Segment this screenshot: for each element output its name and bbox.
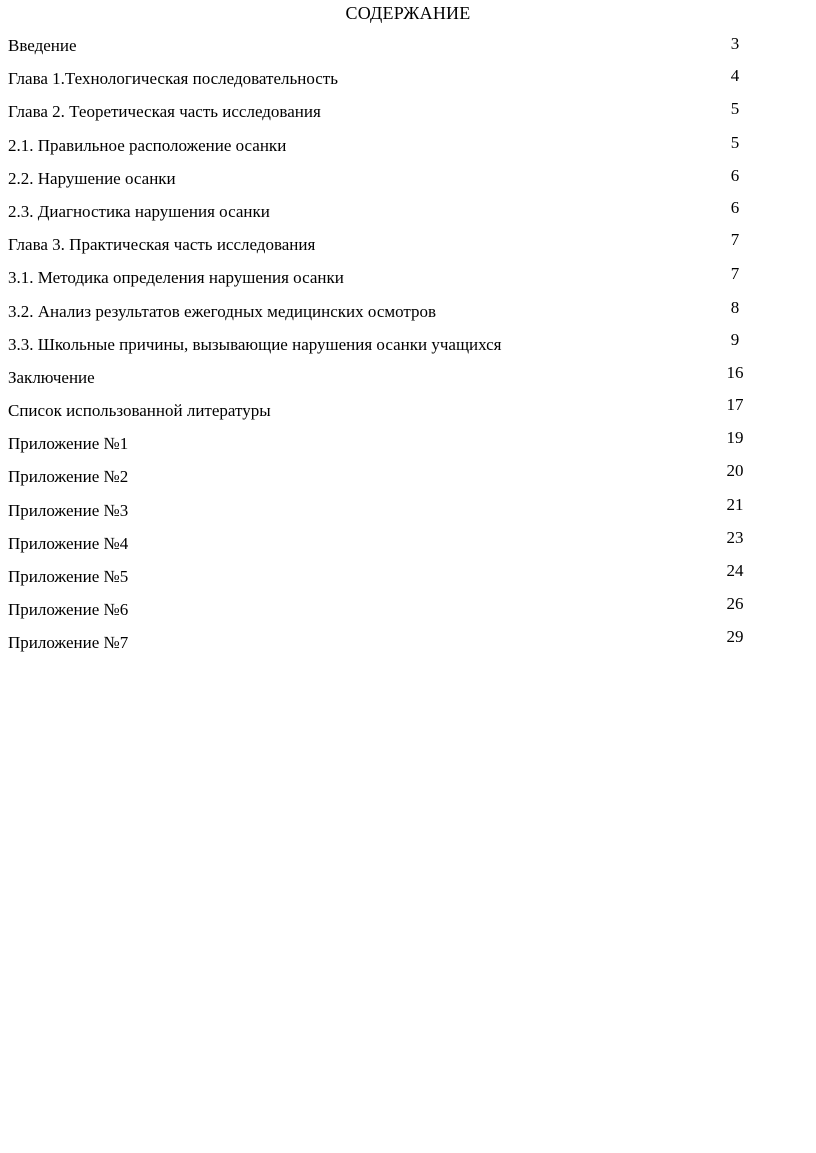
toc-entry-label: Заключение bbox=[8, 367, 95, 387]
toc-entry bbox=[0, 629, 816, 662]
toc-entry bbox=[0, 563, 816, 596]
toc-entry-page: 21 bbox=[726, 494, 744, 514]
toc-entry bbox=[0, 527, 816, 563]
toc-entry-page: 7 bbox=[730, 230, 740, 250]
toc-entry-label: Приложение №4 bbox=[8, 533, 129, 553]
toc-entry-page: 6 bbox=[730, 197, 740, 217]
toc-entry bbox=[0, 198, 816, 231]
toc-entry bbox=[0, 231, 816, 264]
toc-entry-page: 7 bbox=[730, 264, 740, 284]
toc-entry-page: 3 bbox=[730, 34, 740, 53]
toc-entry-page: 17 bbox=[726, 395, 744, 415]
table-of-contents bbox=[0, 32, 816, 663]
toc-entry-label: 2.3. Диагностика нарушения осанки bbox=[8, 201, 270, 221]
toc-entry bbox=[0, 32, 816, 65]
page-title: СОДЕРЖАНИЕ bbox=[345, 3, 471, 23]
toc-entry-label: Приложение №3 bbox=[8, 500, 129, 520]
toc-entry-label: Глава 3. Практическая часть исследования bbox=[8, 235, 316, 255]
toc-entry-page: 9 bbox=[730, 329, 740, 349]
toc-entry bbox=[0, 494, 816, 530]
toc-entry-page: 5 bbox=[730, 99, 740, 119]
toc-entry-label: 2.1. Правильное расположение осанки bbox=[8, 135, 287, 155]
toc-entry bbox=[0, 98, 816, 131]
toc-entry-label: 2.2. Нарушение осанки bbox=[8, 168, 176, 188]
toc-entry-label: 3.1. Методика определения нарушения осанки bbox=[8, 268, 344, 288]
toc-entry-label: Приложение №5 bbox=[8, 567, 129, 586]
toc-entry-page: 24 bbox=[726, 561, 744, 580]
toc-entry-page: 26 bbox=[726, 594, 744, 614]
toc-entry-label: Глава 2. Теоретическая часть исследования bbox=[8, 102, 321, 122]
toc-entry-label: Глава 1.Технологическая последовательность bbox=[8, 69, 338, 89]
toc-entry bbox=[0, 364, 816, 397]
toc-entry-page: 19 bbox=[726, 428, 744, 448]
toc-entry-page: 29 bbox=[726, 627, 744, 647]
toc-entry-label: Приложение №1 bbox=[8, 434, 129, 454]
toc-entry bbox=[0, 132, 816, 165]
toc-entry bbox=[0, 65, 816, 98]
toc-entry-page: 8 bbox=[730, 297, 740, 317]
toc-entry bbox=[0, 165, 816, 198]
toc-entry bbox=[0, 331, 816, 364]
toc-entry-label: Приложение №6 bbox=[8, 600, 129, 620]
toc-entry-label: Приложение №2 bbox=[8, 467, 129, 487]
toc-entry bbox=[0, 264, 816, 297]
toc-entry-page: 6 bbox=[730, 165, 740, 185]
toc-entry-label: Приложение №7 bbox=[8, 633, 129, 653]
toc-entry-page: 20 bbox=[726, 461, 744, 481]
toc-entry-page: 5 bbox=[730, 132, 740, 152]
toc-entry-page: 4 bbox=[730, 66, 740, 86]
toc-entry-page: 23 bbox=[726, 527, 744, 547]
toc-entry bbox=[0, 596, 816, 629]
toc-entry bbox=[0, 463, 816, 496]
toc-entry-page: 16 bbox=[726, 362, 744, 382]
toc-entry-label: 3.2. Анализ результатов ежегодных медицинских осмотров bbox=[8, 301, 437, 321]
toc-entry-label: Введение bbox=[8, 36, 77, 55]
toc-entry bbox=[0, 430, 816, 463]
toc-entry bbox=[0, 397, 816, 430]
toc-entry-label: Список использованной литературы bbox=[8, 401, 271, 421]
toc-entry-label: 3.3. Школьные причины, вызывающие нарушения осанки учащихся bbox=[8, 334, 502, 354]
toc-entry bbox=[0, 298, 816, 331]
